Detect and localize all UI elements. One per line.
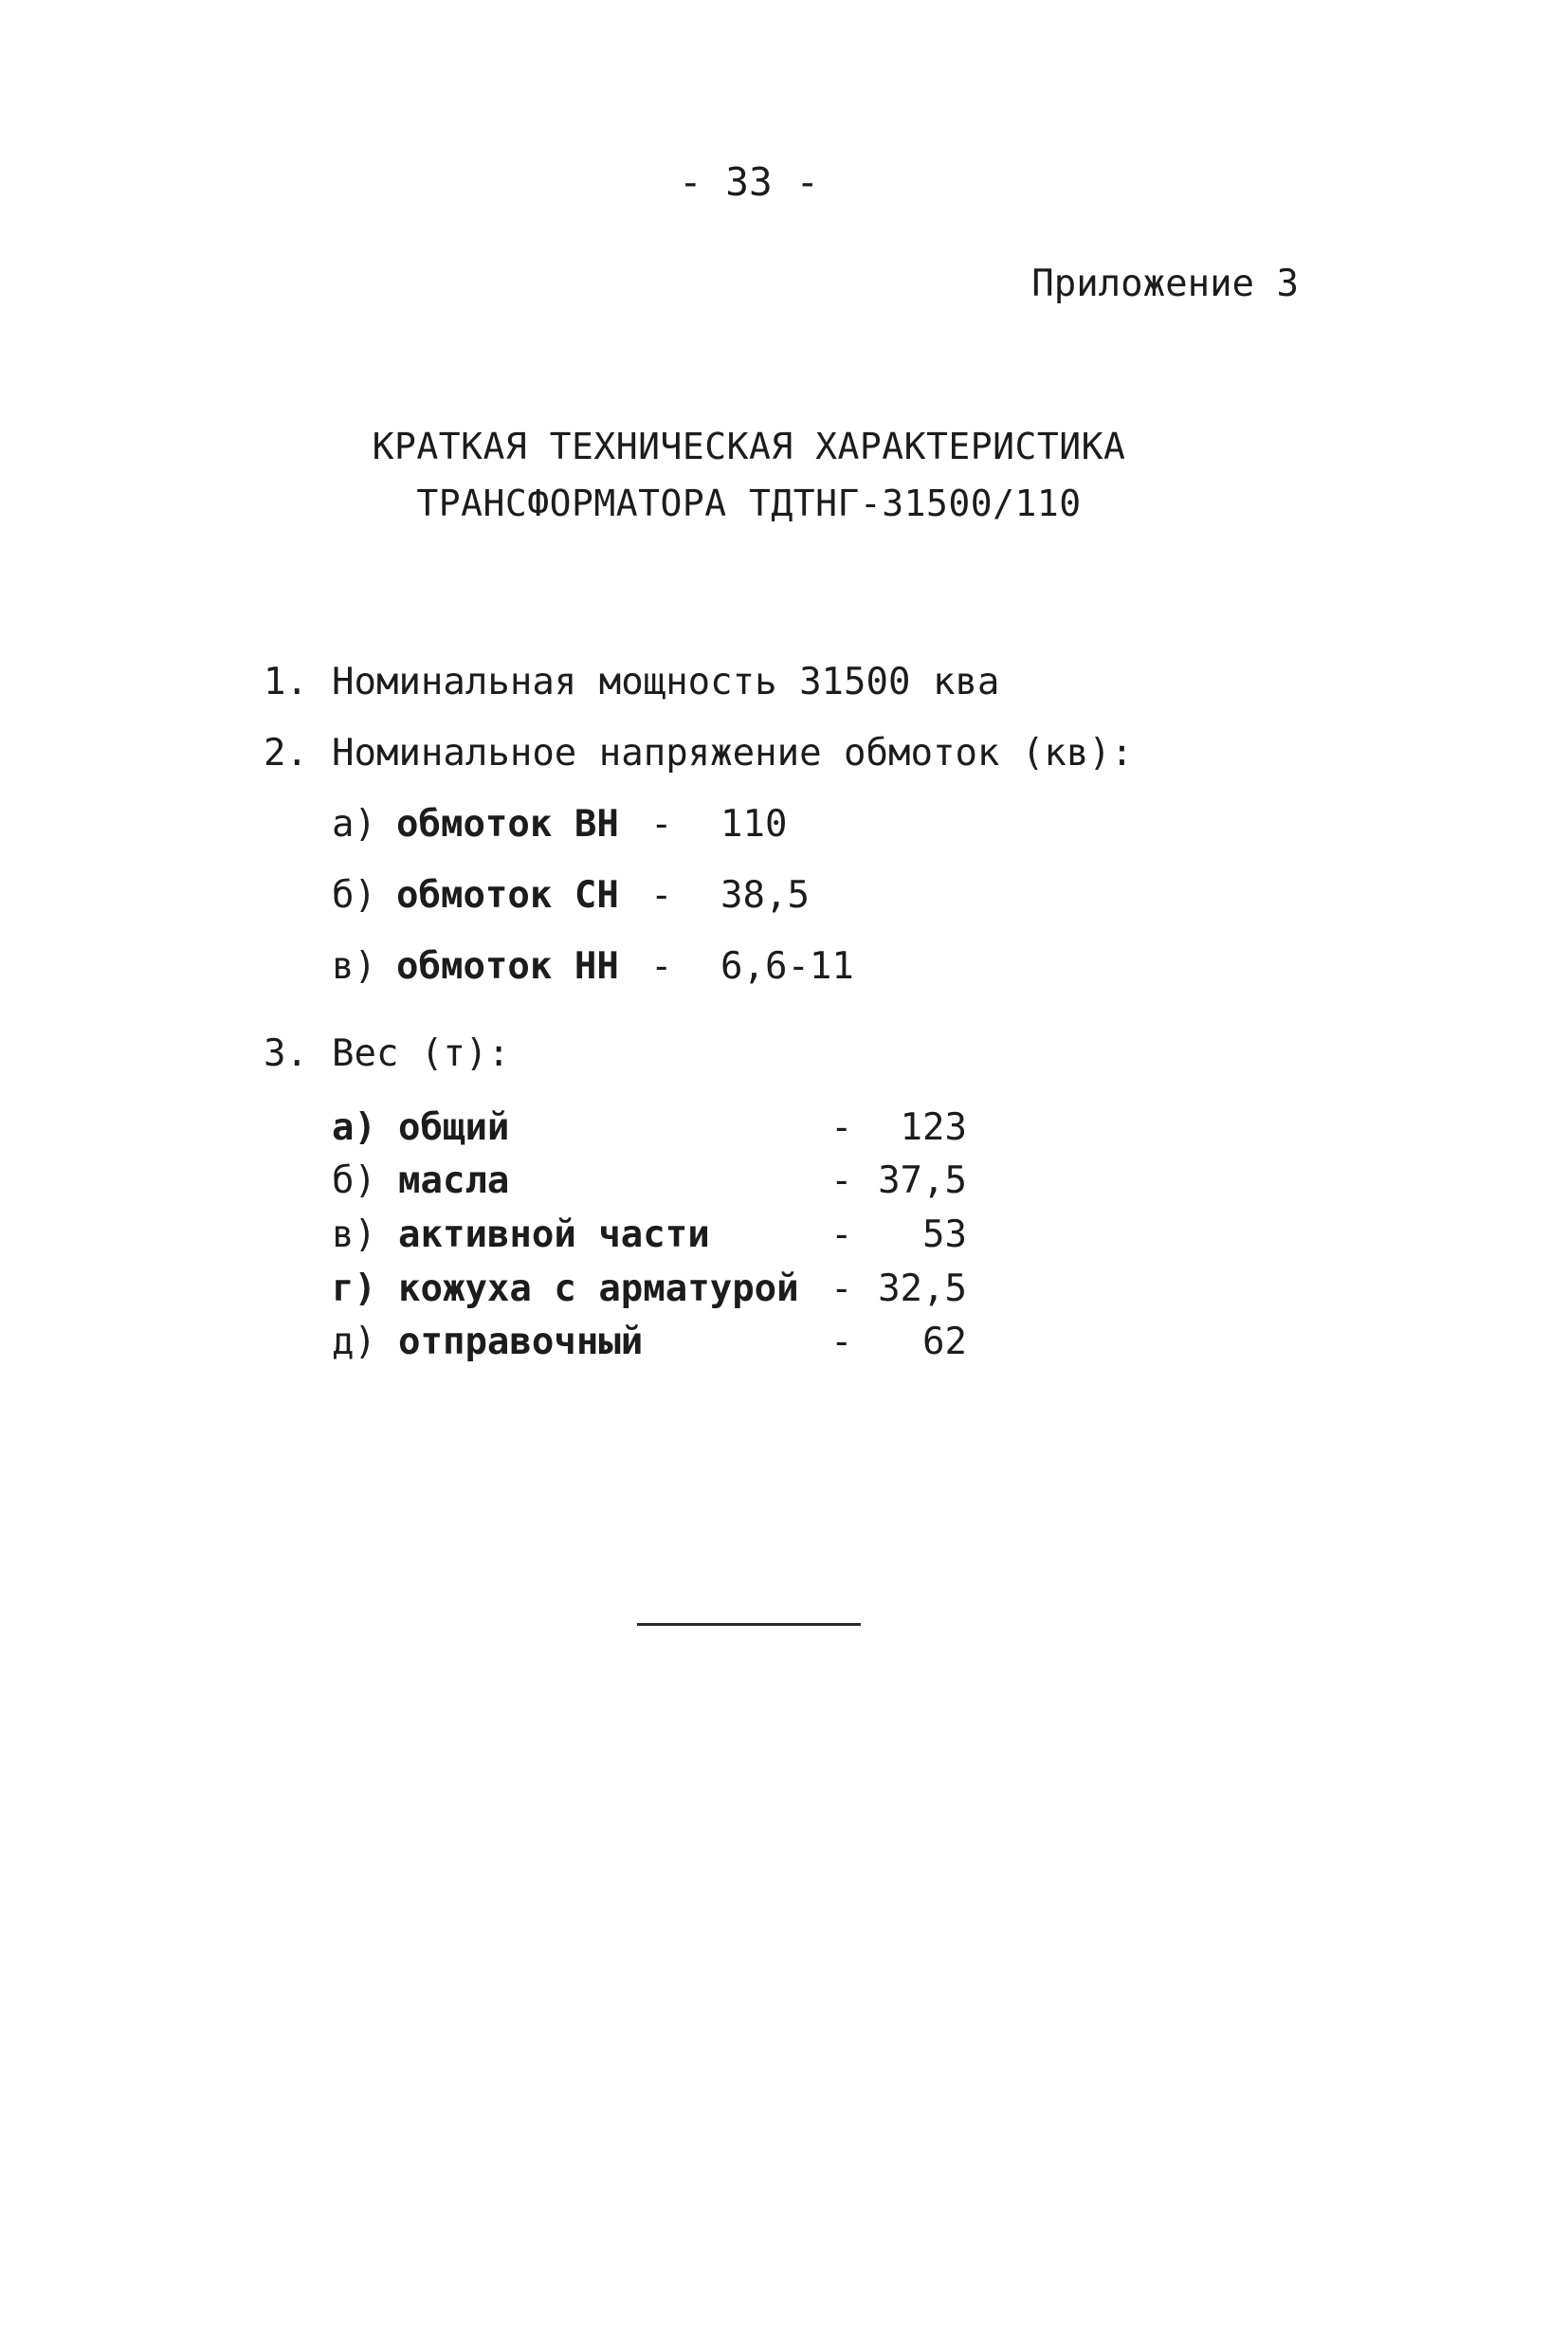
- voltage-name-mv: обмоток СН: [396, 874, 619, 917]
- voltage-dash-b: -: [650, 874, 673, 917]
- end-divider: [637, 1623, 861, 1626]
- weight-name-tank-fittings: кожуха с арматурой: [398, 1267, 799, 1310]
- weight-letter-a: а): [332, 1106, 376, 1149]
- voltage-letter-b: б): [332, 874, 376, 917]
- voltage-value-hv: 110: [720, 803, 788, 846]
- voltage-value-mv: 38,5: [720, 874, 810, 917]
- weight-dash-a: -: [830, 1106, 853, 1149]
- page-number: - 33 -: [678, 159, 820, 205]
- weight-value-shipping: 62: [922, 1321, 967, 1363]
- weight-dash-c: -: [830, 1213, 853, 1256]
- weight-value-total: 123: [900, 1106, 967, 1149]
- weight-name-total: общий: [398, 1106, 510, 1149]
- weight-value-oil: 37,5: [878, 1159, 967, 1202]
- weight-letter-d: г): [332, 1267, 376, 1310]
- weight-letter-e: д): [332, 1321, 376, 1363]
- item-number-3: 3.: [264, 1032, 308, 1075]
- item-text-rated-voltage: Номинальное напряжение обмоток (кв):: [332, 732, 1134, 775]
- voltage-letter-c: в): [332, 945, 376, 988]
- title-line-2: ТРАНСФОРМАТОРА ТДТНГ-31500/110: [416, 483, 1082, 524]
- item-text-rated-power: Номинальная мощность 31500 ква: [332, 661, 1000, 703]
- title-line-1: КРАТКАЯ ТЕХНИЧЕСКАЯ ХАРАКТЕРИСТИКА: [372, 426, 1126, 467]
- voltage-name-lv: обмоток НН: [396, 945, 619, 988]
- voltage-dash-a: -: [650, 803, 673, 846]
- weight-dash-b: -: [830, 1159, 853, 1202]
- weight-letter-b: б): [332, 1159, 376, 1202]
- weight-name-active-part: активной части: [398, 1213, 710, 1256]
- weight-name-oil: масла: [398, 1159, 510, 1202]
- weight-value-active-part: 53: [922, 1213, 967, 1256]
- item-number-1: 1.: [264, 661, 308, 703]
- voltage-letter-a: а): [332, 803, 376, 846]
- weight-dash-d: -: [830, 1267, 853, 1310]
- weight-name-shipping: отправочный: [398, 1321, 644, 1363]
- appendix-label: Приложение 3: [1031, 263, 1299, 305]
- weight-value-tank-fittings: 32,5: [878, 1267, 967, 1310]
- item-text-weight: Вес (т):: [332, 1032, 510, 1075]
- item-number-2: 2.: [264, 732, 308, 775]
- weight-dash-e: -: [830, 1321, 853, 1363]
- voltage-dash-c: -: [650, 945, 673, 988]
- voltage-name-hv: обмоток ВН: [396, 803, 619, 846]
- voltage-value-lv: 6,6-11: [720, 945, 854, 988]
- weight-letter-c: в): [332, 1213, 376, 1256]
